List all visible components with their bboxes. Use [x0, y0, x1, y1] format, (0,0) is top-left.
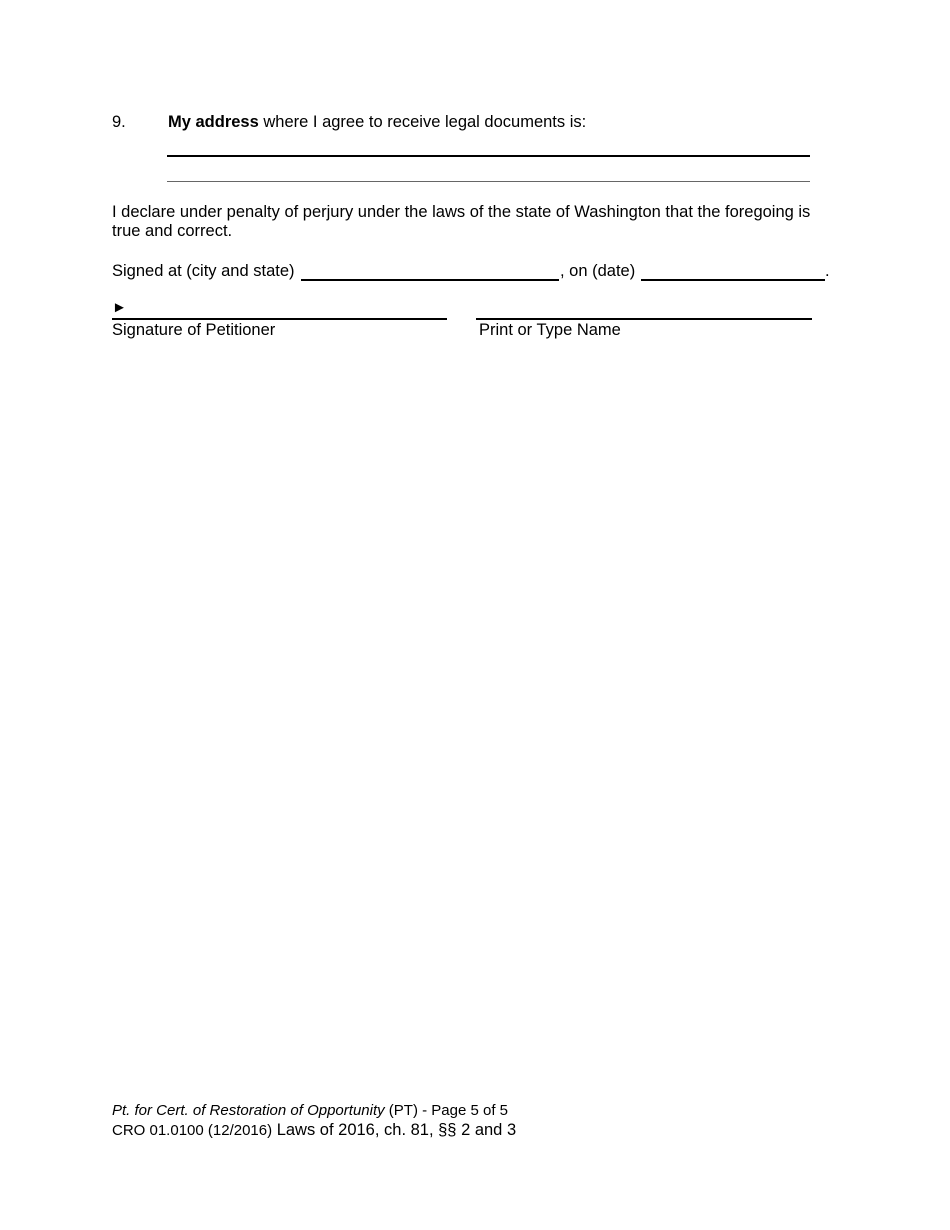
footer-title-rest: (PT) - Page 5 of 5	[384, 1102, 509, 1119]
footer-form-code: CRO 01.0100 (12/2016)	[112, 1122, 273, 1139]
declaration-line-1: I declare under penalty of perjury under the laws of the state of Washington that the foregoing is	[112, 203, 811, 221]
address-prompt	[168, 113, 586, 132]
signed-at-label: Signed at (city and state)	[112, 262, 295, 280]
footer-form-info	[112, 1121, 516, 1140]
address-prompt-bold: My address	[168, 113, 259, 131]
address-line-2[interactable]	[167, 181, 810, 182]
print-name-label: Print or Type Name	[479, 321, 621, 339]
print-name-field[interactable]	[476, 318, 812, 320]
city-state-field[interactable]	[301, 279, 559, 281]
footer-title-italic: Pt. for Cert. of Restoration of Opportunity	[112, 1102, 385, 1119]
address-line-1[interactable]	[167, 155, 810, 157]
signature-field[interactable]	[112, 318, 447, 320]
address-prompt-rest: where I agree to receive legal documents is:	[258, 113, 587, 131]
footer-law: Laws of 2016, ch. 81, §§ 2 and 3	[272, 1121, 517, 1139]
signed-period: .	[825, 262, 830, 280]
signature-label: Signature of Petitioner	[112, 321, 276, 339]
date-field[interactable]	[641, 279, 825, 281]
declaration-line-2: true and correct.	[112, 222, 233, 240]
signature-arrow-icon: ►	[112, 299, 127, 316]
on-date-label: , on (date)	[560, 262, 636, 280]
item-number: 9.	[112, 113, 126, 131]
footer-title	[112, 1102, 508, 1119]
